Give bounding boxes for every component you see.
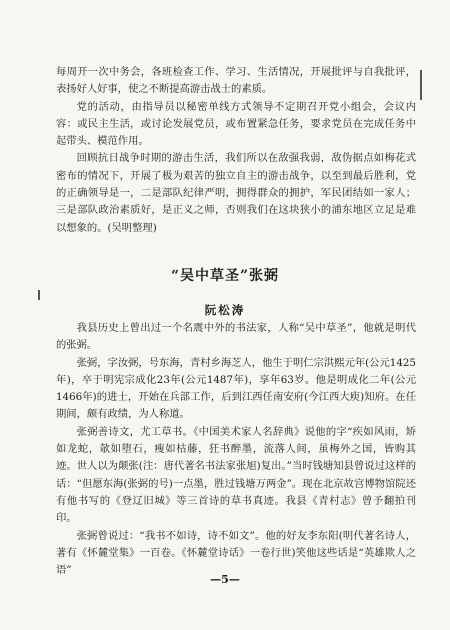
article-paragraph: 张弼善诗文，尤工草书。《中国美术家人名辞典》说他的字“疾如风雨，矫如龙蛇，欹如堕石，瘦如枯藤，狂书醉墨，流落人间，虽梅外之国，皆购其迹。世人以为颠张(注：唐代著名书法家张旭)复出。”当时钱塘知县曾说过这样的话：“但愿东海(张弼的号)一点墨，胜过钱塘万两金”。现在北京故宫博物馆院还有他书写的《登辽旧城》等三首诗的草书真迹。我县《青村志》曾予翻拍刊印。 [56,425,416,525]
article-body [56,320,416,579]
paragraph-party-activities: 党的活动，由指导员以秘密单线方式领导不定期召开党小组会，会议内容：或民主生活，或讨论发展党员，或布置紧急任务，要求党员在完成任务中起带头、模范作用。 [56,100,416,148]
margin-mark [38,290,40,300]
article-paragraph: 张弼曾说过：“我书不如诗，诗不如文”。他的好友李东阳(明代著名诗人，著有《怀麓堂集》一百卷。《怀麓堂诗话》一卷行世)笑他这些话是“英雄欺人之语” [56,529,416,577]
article-title: “吴中草圣”张弼 [170,268,280,284]
paragraph-meetings: 每周开一次中务会，各班检查工作、学习、生活情况，开展批评与自我批评，表扬好人好事，使之不断提高游击战士的素质。 [56,66,416,96]
article-paragraph: 我县历史上曾出过一个名震中外的书法家，人称“吴中草圣”，他就是明代的张弼。 [56,322,416,352]
page-number: —5— [210,573,240,586]
margin-mark [420,70,422,100]
article-paragraph: 张弼，字汝弼，号东海，青村乡海芝人，他生于明仁宗洪熙元年(公元1425年)，卒于明宪宗成化23年(公元1487年)，享年63岁。他是明成化二年(公元1466年)的进士，开始在兵部工作，后到江西任南安府(今江西大庾)知府。在任期间，颇有政绩，为人称道。 [56,356,416,421]
previous-article-ending [56,64,416,237]
paragraph-retrospective: 回顾抗日战争时期的游击生活，我们所以在敌强我弱，敌伪据点如梅花式密布的情况下，开展了极为艰苦的独立自主的游击战争，以至到最后胜利，党的正确领导是一，二是部队纪律严明，拥得群众的拥护，军民团结如一家人；三是部队政治素质好，是正义之师，否则我们在这块狭小的浦东地区立足是难以想象的。(吴明整理) [56,152,416,234]
article-author: 阮松涛 [204,303,246,317]
